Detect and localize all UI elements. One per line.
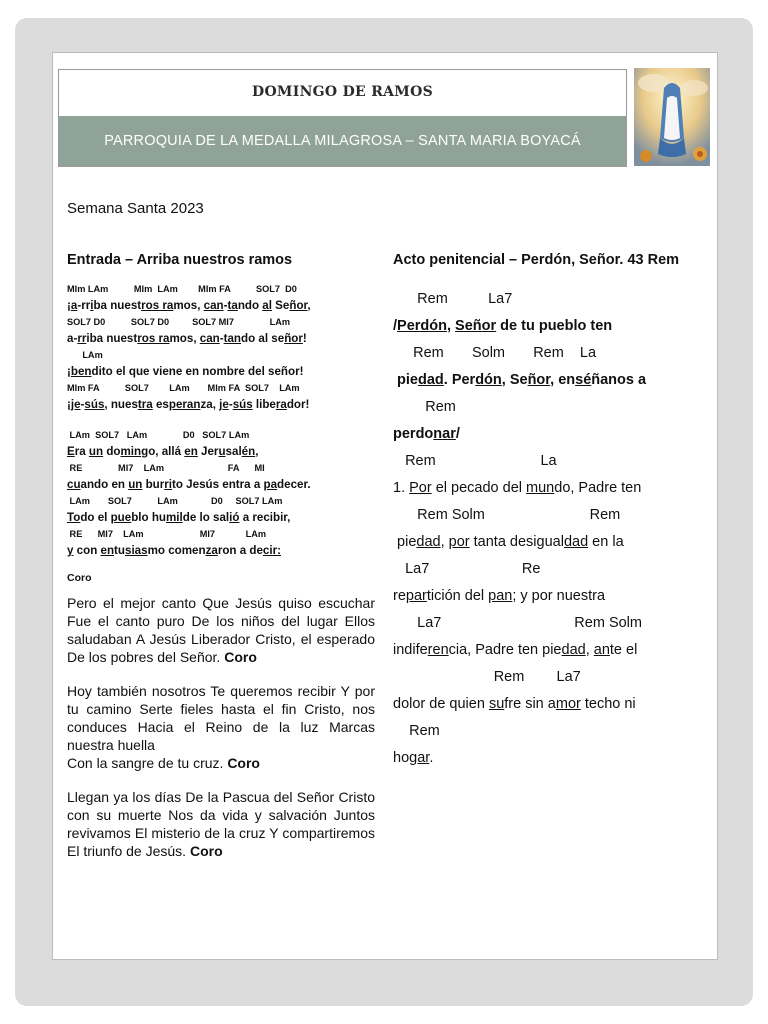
coro-label: Coro: [67, 572, 92, 584]
left-column: [67, 252, 375, 876]
verse-paragraph: Con la sangre de tu cruz. Coro: [67, 755, 260, 771]
chord-line: Rem: [393, 399, 456, 415]
chord-line: Rem Solm Rem: [393, 507, 621, 523]
lyric-line: ¡je-sús, nuestra esperanza, je-sús liberador!: [67, 398, 310, 411]
lyric-line: indiferencia, Padre ten piedad, ante el: [393, 642, 638, 658]
chord-line: RE MI7 LAm MI7 LAm: [67, 529, 267, 539]
chord-line: MIm LAm MIm LAm MIm FA SOL7 D0: [67, 284, 297, 294]
chord-line: Rem La7: [393, 291, 513, 307]
lyric-line: y con entusiasmo comenzaron a decir:: [67, 544, 281, 557]
virgin-mary-image: [634, 68, 710, 166]
chord-line: Rem Solm Rem La: [393, 345, 597, 361]
song-title-entrada: Entrada – Arriba nuestros ramos: [67, 252, 293, 268]
lyric-line: /Perdón, Señor de tu pueblo ten: [393, 318, 613, 334]
lyric-line: a-rriba nuestros ramos, can-tando al señor!: [67, 332, 307, 345]
lyric-line: perdonar/: [393, 426, 460, 442]
lyric-line: ¡a-rriba nuestros ramos, can-tando al Señor,: [67, 299, 311, 312]
chord-line: SOL7 D0 SOL7 D0 SOL7 MI7 LAm: [67, 317, 291, 327]
lyric-line: Era un domingo, allá en Jerusalén,: [67, 445, 259, 458]
verse-paragraph: Hoy también nosotros Te queremos recibir Y por tu camino Serte fieles hasta el fin Cristo, nos conduces Hacia el Reino de la luz Marcas nuestra huella: [67, 683, 375, 753]
chord-line: Rem La: [393, 453, 557, 469]
lyric-line: 1. Por el pecado del mundo, Padre ten: [393, 480, 642, 496]
chord-line: Rem La7: [393, 669, 581, 685]
lyric-line: dolor de quien sufre sin amor techo ni: [393, 696, 636, 712]
lyric-line: cuando en un burrito Jesús entra a padecer.: [67, 478, 311, 491]
lyric-line: piedad, por tanta desigualdad en la: [393, 534, 624, 550]
chord-line: LAm SOL7 LAm D0 SOL7 LAm: [67, 430, 250, 440]
verse-paragraph: Llegan ya los días De la Pascua del Señor Cristo con su muerte Nos da vida y salvación Juntos revivamos El misterio de la cruz Y compartiremos El triunfo de Jesús. Coro: [67, 789, 375, 859]
right-column: [393, 252, 713, 772]
lyric-line: hogar.: [393, 750, 434, 766]
song-title-perdon: Acto penitencial – Perdón, Señor. 43 Rem: [393, 252, 680, 268]
chord-line: RE MI7 LAm FA MI: [67, 463, 265, 473]
chord-line: La7 Rem Solm: [393, 615, 642, 631]
song-entrada-chords: [67, 282, 375, 560]
chord-line: MIm FA SOL7 LAm MIm FA SOL7 LAm: [67, 383, 300, 393]
chord-line: LAm SOL7 LAm D0 SOL7 LAm: [67, 496, 283, 506]
lyric-line: ¡bendito el que viene en nombre del señor!: [67, 365, 304, 378]
chord-line: LAm: [67, 350, 103, 360]
verse-paragraph: Pero el mejor canto Que Jesús quiso escuchar Fue el canto puro De los niños del lugar Ellos saludaban A Jesús Liberador Cristo, el esperado De los pobres del Señor. Coro: [67, 595, 375, 665]
header-box: [58, 69, 627, 167]
lyric-line: Todo el pueblo humilde lo salió a recibir,: [67, 511, 291, 524]
parish-banner: PARROQUIA DE LA MEDALLA MILAGROSA – SANTA MARIA BOYACÁ: [59, 116, 626, 166]
page-title: DOMINGO DE RAMOS: [252, 84, 433, 100]
lyric-line: piedad. Perdón, Señor, enséñanos a: [393, 372, 647, 388]
lyric-line: repartición del pan; y por nuestra: [393, 588, 606, 604]
chord-line: La7 Re: [393, 561, 541, 577]
chord-line: Rem: [393, 723, 440, 739]
season-subtitle: Semana Santa 2023: [67, 200, 204, 217]
